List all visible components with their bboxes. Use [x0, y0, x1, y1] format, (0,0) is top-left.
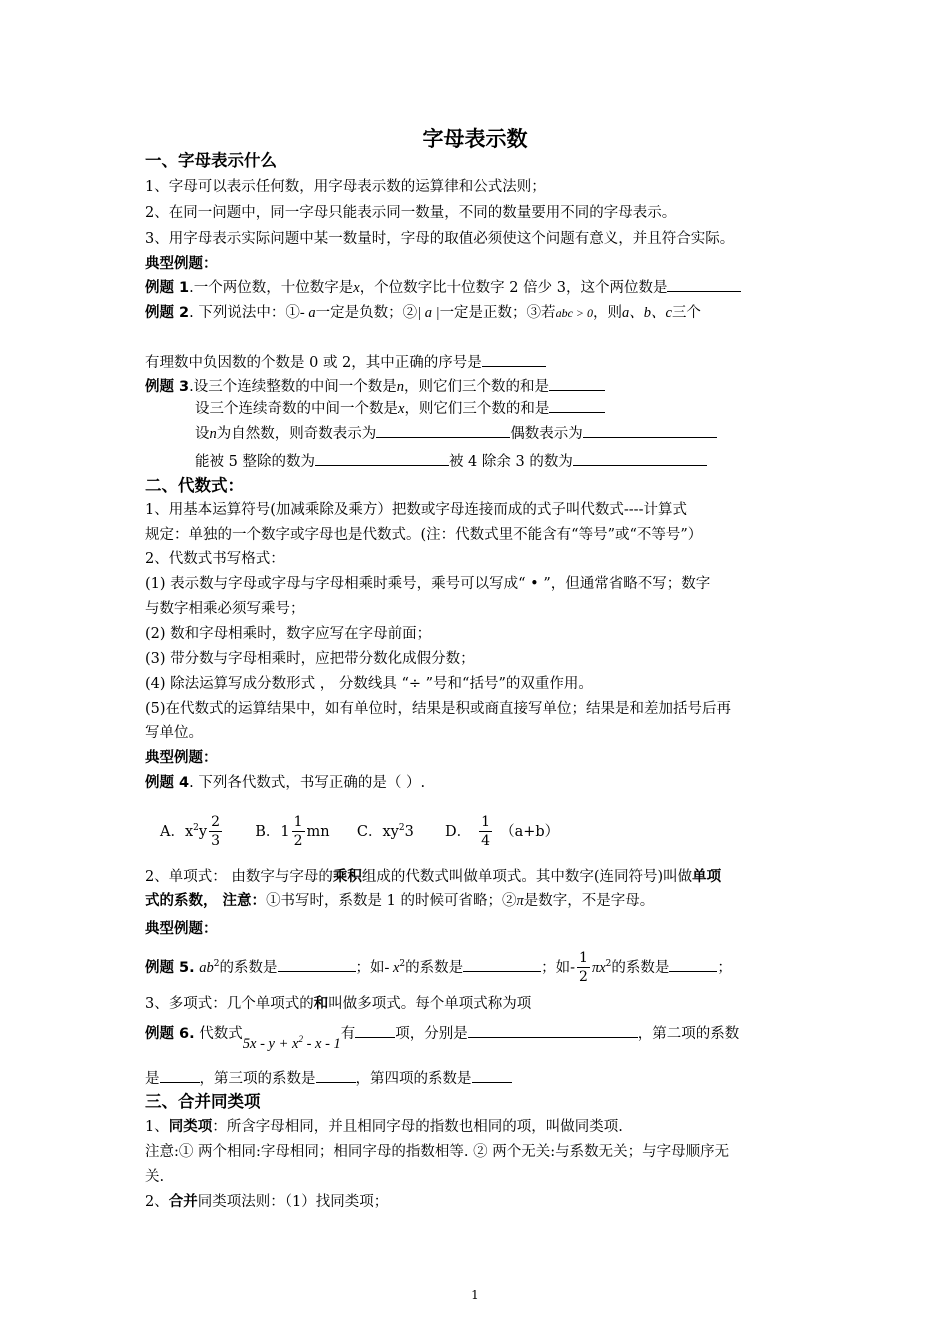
text: 的系数是 [219, 959, 278, 976]
text: B．1 [255, 823, 290, 840]
text: 代数式 [194, 1025, 243, 1042]
text: ；如 [541, 959, 571, 976]
math-expr: | a | [417, 305, 440, 321]
numerator: 1 [293, 814, 303, 831]
text: .一个两位数，十位数字是 [189, 280, 354, 296]
option-a[interactable]: A．$x^2y$ $\frac{2}{3}$ [160, 814, 221, 850]
text: 2、 [145, 1194, 169, 1210]
math-expr: - a [299, 305, 316, 321]
text: （a+b） [500, 823, 560, 840]
answer-blank[interactable] [472, 1068, 512, 1083]
example-2 [145, 303, 815, 323]
text: 设三个连续奇数的中间一个数是 [195, 401, 398, 417]
text: ，个位数字比十位数字 2 倍少 3，这个两位数是 [359, 280, 668, 296]
example-label: 例题 3 [145, 379, 190, 395]
text: ； [717, 959, 732, 976]
text: ；如 [355, 959, 385, 976]
fraction [479, 813, 492, 850]
paragraph: 1、用基本运算符号(加减乘除及乘方）把数或字母连接而成的式子叫代数式----计算式 [145, 502, 687, 518]
paragraph: 3、用字母表示实际问题中某一数量时，字母的取值必须使这个问题有意义，并且符合实际。 [145, 231, 735, 247]
denominator: 3 [211, 833, 221, 850]
text: 注意： [217, 893, 267, 909]
text: 偶数表示为 [510, 426, 583, 442]
text: .设三个连续整数的中间一个数是 [189, 379, 397, 395]
typical-examples-label: 典型例题： [145, 750, 218, 766]
text: . 下列各代数式，书写正确的是（ ）. [189, 775, 426, 791]
math-expr: $5x - y + x^2 - x - 1$ [242, 1034, 341, 1052]
example-label: 例题 5. [145, 959, 195, 976]
text: mn [306, 823, 330, 840]
text: 式的系数， [145, 893, 218, 909]
text: ，第二项的系数 [637, 1025, 740, 1042]
text: ：所含字母相同，并且相同字母的指数也相同的项，叫做同类项. [212, 1119, 623, 1135]
numerator: 1 [579, 950, 588, 967]
math-symbol: π [516, 893, 524, 909]
math-expr: πx [591, 959, 606, 976]
text: 一定是正数；③若 [439, 305, 556, 321]
answer-blank[interactable] [463, 957, 541, 972]
text: D． [445, 823, 472, 840]
example-4-options [160, 810, 830, 850]
text: 能被 5 整除的数为 [195, 454, 315, 470]
text: 3、多项式：几个单项式的 [145, 996, 314, 1012]
math-expr: ab [199, 959, 214, 976]
math-expr: a、b、c [622, 305, 672, 321]
text: 有 [340, 1025, 356, 1042]
section-2-heading: 二、代数式： [145, 476, 244, 495]
page-title: 字母表示数 [422, 127, 528, 151]
answer-blank[interactable] [278, 957, 356, 972]
text: 项，分别是 [395, 1025, 468, 1042]
answer-blank[interactable] [316, 1068, 356, 1083]
rule-1-cont: 与数字相乘必须写乘号； [145, 601, 305, 617]
text: 是 [145, 1071, 160, 1087]
answer-blank[interactable] [549, 398, 605, 413]
text: . 下列说法中：① [189, 305, 300, 321]
monomial-definition-cont [145, 891, 815, 911]
text: 的系数是 [611, 959, 670, 976]
typical-examples-label: 典型例题： [145, 256, 218, 272]
example-3-line-4 [195, 451, 865, 472]
math-expr: abc > 0 [555, 306, 593, 320]
text: 有理数中负因数的个数是 0 或 2，其中正确的序号是 [145, 355, 482, 371]
example-label: 例题 2 [145, 305, 190, 321]
monomial-definition [145, 867, 815, 887]
example-6 [145, 1019, 815, 1052]
text: 叫做多项式。每个单项式称为项 [328, 996, 532, 1012]
answer-blank[interactable] [669, 957, 717, 972]
rule-4: (4) 除法运算写成分数形式 ， 分数线具 “÷ ”号和“括号”的双重作用。 [145, 676, 593, 692]
text: y [198, 823, 208, 840]
numerator: 1 [481, 814, 491, 831]
answer-blank[interactable] [355, 1023, 395, 1038]
variable: n [209, 426, 217, 442]
denominator: 2 [579, 969, 588, 986]
text: ①书写时，系数是 1 的时候可省略；② [266, 893, 517, 909]
example-5: 例题 5. $ab^2$的系数是 ；如- $x^2$的系数是 ；如- $\frac{1}{2}$ $\pi x^2$的系数是 ； [145, 950, 732, 986]
text: A．x [160, 823, 194, 840]
text: ，则它们三个数的和是 [404, 379, 549, 395]
page-number: 1 [471, 1288, 479, 1302]
fraction [209, 813, 222, 850]
polynomial-definition [145, 994, 815, 1014]
text: 三个 [671, 305, 701, 321]
example-2-cont [145, 352, 815, 373]
rule-5: (5)在代数式的运算结果中，如有单位时，结果是积或商直接写单位；结果是和差加括号后再 [145, 701, 732, 717]
answer-blank[interactable] [376, 423, 510, 438]
answer-blank[interactable] [573, 451, 707, 466]
example-3-line-2 [195, 398, 865, 419]
text: 一定是负数；② [315, 305, 418, 321]
text: 组成的代数式叫做单项式。其中数字(连同符号)叫做 [361, 869, 693, 885]
section-1-heading: 一、字母表示什么 [145, 151, 277, 170]
text: 合并 [168, 1194, 198, 1210]
example-label: 例题 1 [145, 280, 190, 296]
text: 的系数是 [405, 959, 464, 976]
math-expr-part: 5x - y + x [242, 1035, 299, 1052]
variable: x [398, 401, 405, 417]
math-sign: - [570, 959, 576, 976]
answer-blank[interactable] [549, 376, 605, 391]
option-b[interactable] [255, 814, 330, 850]
text: 被 4 除余 3 的数为 [448, 454, 573, 470]
rule-1: (1) 表示数与字母或字母与字母相乘时乘号，乘号可以写成“ • ”，但通常省略不写；数字 [145, 576, 711, 592]
section-3-heading: 三、合并同类项 [145, 1092, 261, 1111]
text: 同类项 [168, 1119, 213, 1135]
like-terms-definition [145, 1117, 815, 1137]
text: ，则它们三个数的和是 [404, 401, 550, 417]
example-4 [145, 773, 815, 793]
text: 和 [313, 996, 329, 1012]
text: ，第三项的系数是 [199, 1071, 316, 1087]
text: 是数字，不是字母。 [523, 893, 655, 909]
option-c[interactable]: C．$xy^23$ [356, 823, 414, 840]
fraction [292, 813, 305, 850]
text: 为自然数，则奇数表示为 [216, 426, 377, 442]
example-1 [145, 277, 815, 298]
example-label: 例题 6. [145, 1025, 195, 1042]
like-terms-note-cont: 关. [145, 1169, 165, 1185]
text: C．xy [356, 823, 399, 840]
text: 单项 [692, 869, 722, 885]
numerator: 2 [211, 814, 221, 831]
text: 设 [195, 426, 210, 442]
rule-2: (2) 数和字母相乘时，数字应写在字母前面； [145, 626, 432, 642]
typical-examples-label: 典型例题： [145, 921, 218, 937]
paragraph: 1、字母可以表示任何数，用字母表示数的运算律和公式法则； [145, 179, 546, 195]
example-3 [145, 376, 815, 397]
fraction [577, 949, 590, 986]
text: 1、 [145, 1119, 169, 1135]
text: 同类项法则：（1）找同类项； [197, 1194, 389, 1210]
answer-blank[interactable] [468, 1023, 638, 1038]
text: ，则 [593, 305, 622, 321]
denominator: 2 [293, 833, 303, 850]
answer-blank[interactable] [482, 352, 546, 367]
variable: x [353, 280, 360, 296]
example-3-line-3 [195, 423, 865, 444]
rule-5-cont: 写单位。 [145, 725, 203, 741]
option-d[interactable] [445, 814, 560, 850]
text: 乘积 [332, 869, 362, 885]
example-label: 例题 4 [145, 775, 190, 791]
answer-blank[interactable] [160, 1068, 200, 1083]
answer-blank[interactable] [583, 423, 717, 438]
example-6-cont [145, 1068, 815, 1089]
like-terms-note: 注意:① 两个相同:字母相同；相同字母的指数相等. ② 两个无关:与系数无关；与字母顺序无 [145, 1144, 730, 1160]
answer-blank[interactable] [667, 277, 741, 292]
answer-blank[interactable] [315, 451, 449, 466]
variable: n [396, 379, 404, 395]
paragraph: 2、代数式书写格式： [145, 551, 285, 567]
paragraph: 规定：单独的一个数字或字母也是代数式。(注：代数式里不能含有“等号”或“不等号”） [145, 527, 703, 543]
denominator: 4 [481, 833, 491, 850]
rule-3: (3) 带分数与字母相乘时，应把带分数化成假分数； [145, 651, 475, 667]
combine-rule [145, 1192, 815, 1212]
text: ，第四项的系数是 [355, 1071, 472, 1087]
paragraph: 2、在同一问题中，同一字母只能表示同一数量，不同的数量要用不同的字母表示。 [145, 205, 677, 221]
text: 2、单项式： 由数字与字母的 [145, 869, 333, 885]
math-expr-part: - x - 1 [302, 1035, 341, 1052]
math-expr: - x [384, 959, 400, 976]
text: 3 [404, 823, 414, 840]
